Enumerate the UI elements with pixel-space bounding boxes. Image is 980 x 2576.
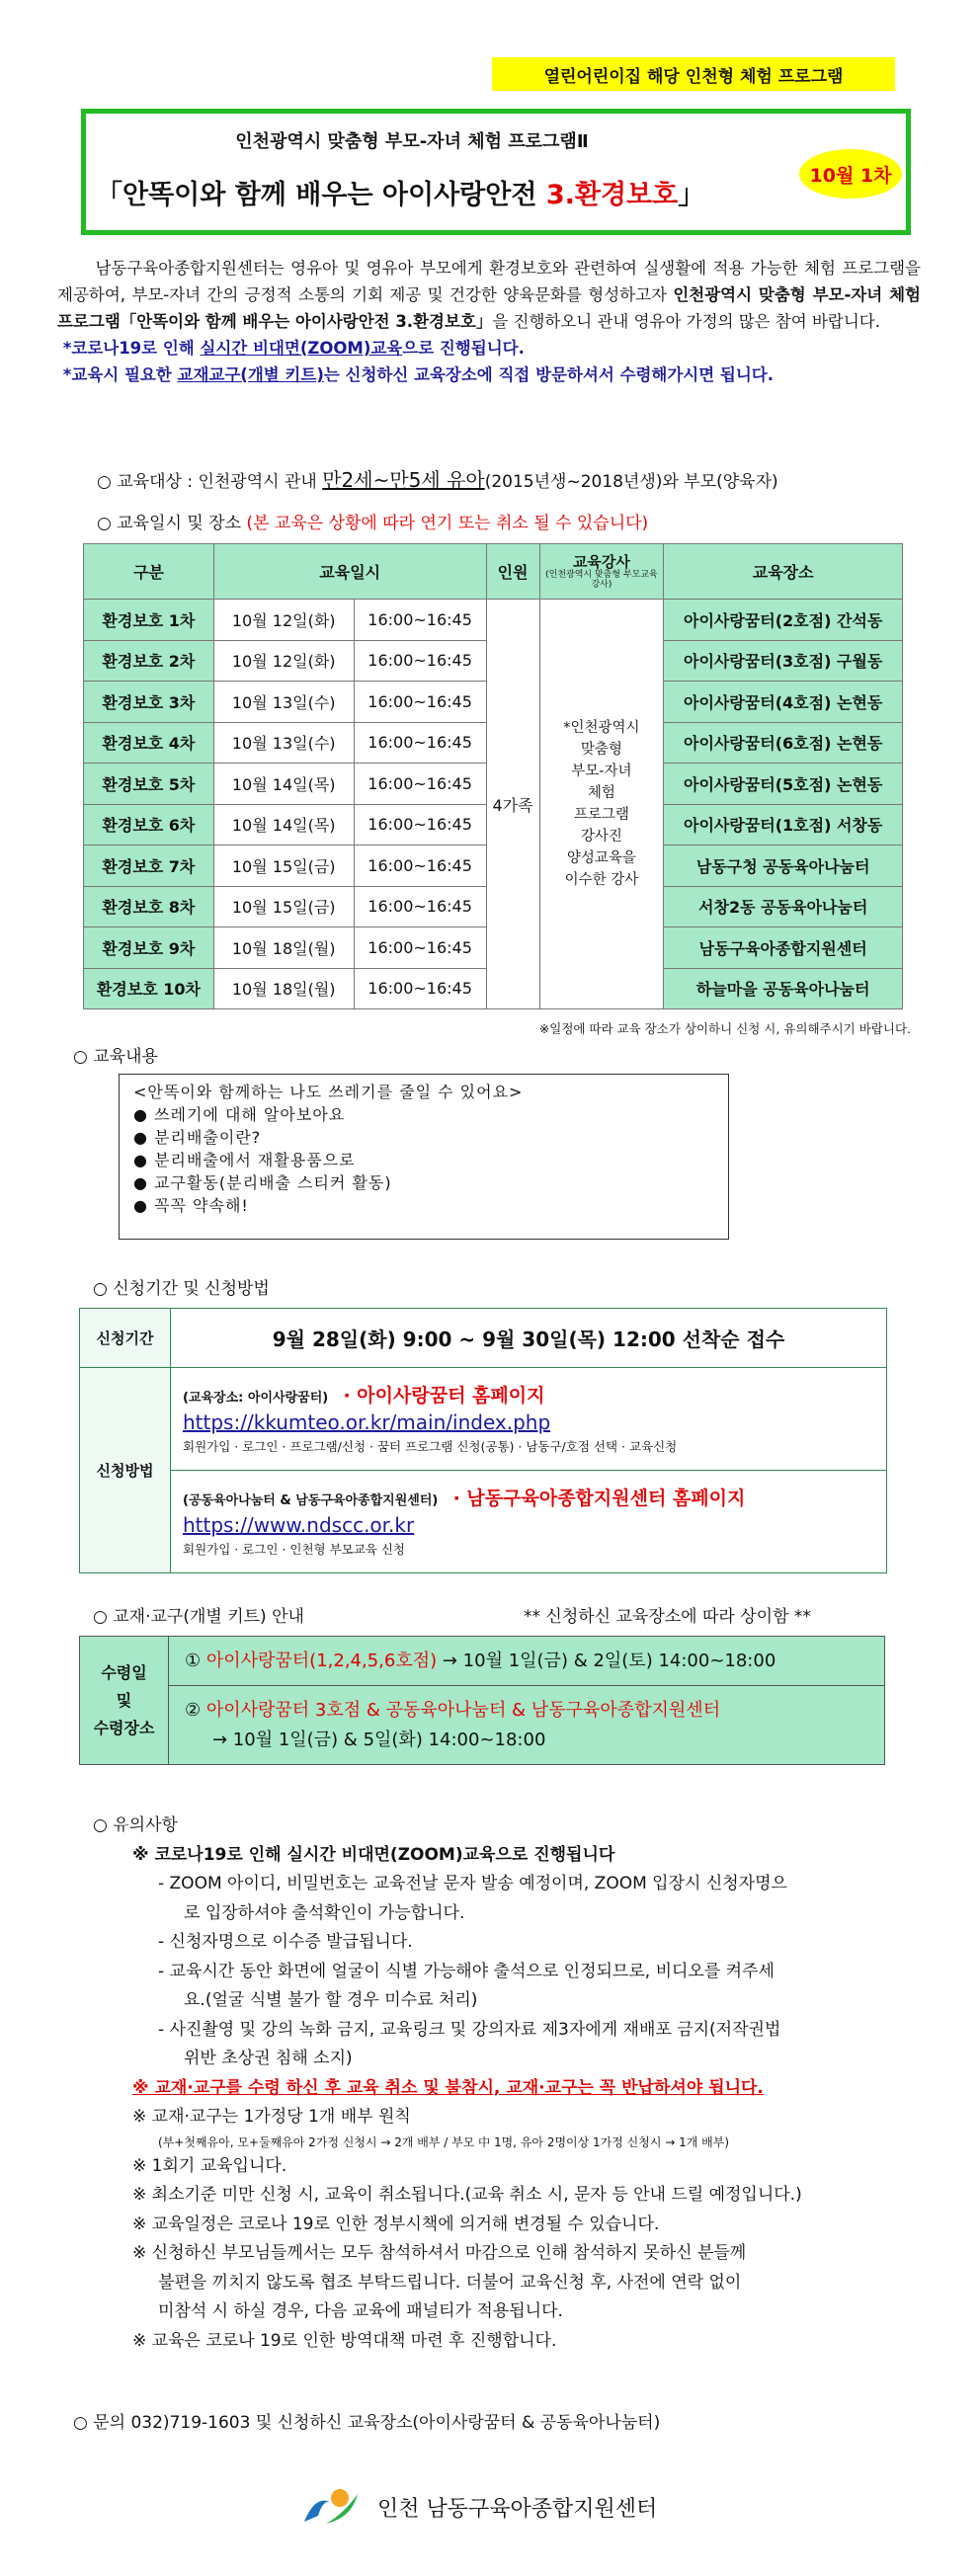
row-time: 16:00~16:45 bbox=[354, 640, 486, 682]
row-place: 서창2동 공동육아나눔터 bbox=[664, 886, 903, 927]
kit-table bbox=[79, 1636, 885, 1765]
apply-table bbox=[79, 1308, 887, 1573]
kit-heading-note: ** 신청하신 교육장소에 따라 상이함 ** bbox=[524, 1607, 811, 1627]
header-subtitle: 인천광역시 맞춤형 부모-자녀 체험 프로그램Ⅱ bbox=[235, 131, 589, 152]
row-date: 10월 14일(목) bbox=[213, 764, 354, 805]
row-name: 환경보호 10차 bbox=[84, 968, 214, 1009]
program-badge: 열린어린이집 해당 인천형 체험 프로그램 bbox=[492, 57, 895, 91]
period-label: 신청기간 bbox=[80, 1309, 171, 1368]
schedule-heading: ○ 교육일시 및 장소 (본 교육은 상황에 따라 연기 또는 취소 될 수 있습니다) bbox=[97, 514, 649, 533]
capacity-cell: 4가족 bbox=[486, 600, 539, 1009]
footer bbox=[296, 2477, 711, 2536]
row-date: 10월 14일(목) bbox=[213, 804, 354, 845]
row-date: 10월 12일(화) bbox=[213, 640, 354, 682]
row-place: 남동구육아종합지원센터 bbox=[664, 927, 903, 969]
contact-line: ○ 문의 032)719-1603 및 신청하신 교육장소(아이사랑꿈터 & 공동육아나눔터) bbox=[73, 2413, 661, 2433]
row-date: 10월 18일(월) bbox=[213, 927, 354, 969]
row-place: 하늘마을 공동육아나눔터 bbox=[664, 968, 903, 1009]
content-title: <안똑이와 함께하는 나도 쓰레기를 줄일 수 있어요> bbox=[133, 1083, 524, 1101]
row-place: 남동구청 공동육아나눔터 bbox=[664, 845, 903, 887]
col-header-datetime: 교육일시 bbox=[213, 544, 486, 600]
row-time: 16:00~16:45 bbox=[354, 927, 486, 969]
schedule-note: ※일정에 따라 교육 장소가 상이하니 신청 시, 유의해주시기 바랍니다. bbox=[538, 1021, 911, 1036]
row-date: 10월 18일(월) bbox=[213, 968, 354, 1009]
content-box bbox=[119, 1074, 729, 1240]
kit-note: *교육시 필요한 교재교구(개별 키트)는 신청하신 교육장소에 직접 방문하셔서 수령해가시면 됩니다. bbox=[62, 365, 775, 384]
row-name: 환경보호 6차 bbox=[84, 804, 214, 845]
row-name: 환경보호 7차 bbox=[84, 845, 214, 887]
col-header-capacity: 인원 bbox=[486, 544, 539, 600]
row-name: 환경보호 1차 bbox=[84, 600, 214, 641]
list-item: ● 분리배출에서 재활용품으로 bbox=[133, 1151, 356, 1169]
row-place: 아이사랑꿈터(1호점) 서창동 bbox=[664, 804, 903, 845]
row-place: 아이사랑꿈터(5호점) 논현동 bbox=[664, 764, 903, 805]
center-name: 인천 남동구육아종합지원센터 bbox=[377, 2496, 658, 2522]
cautions-heading: ○ 유의사항 bbox=[93, 1815, 178, 1835]
method-ndscc: (공동육아나눔터 & 남동구육아종합지원센터) · 남동구육아종합지원센터 홈페이지 https://www.ndscc.or.kr 회원가입 · 로그인 · 인천형 부모교육 신청 bbox=[171, 1471, 887, 1573]
row-date: 10월 15일(금) bbox=[213, 886, 354, 927]
round-badge: 10월 1차 bbox=[799, 149, 902, 199]
kit-row-2: ② 아이사랑꿈터 3호점 & 공동육아나눔터 & 남동구육아종합지원센터 → 10월 1일(금) & 5일(화) 14:00~18:00 bbox=[169, 1686, 885, 1765]
header-title: 「안똑이와 함께 배우는 아이사랑안전 3.환경보호」 bbox=[96, 180, 705, 210]
method-label: 신청방법 bbox=[80, 1368, 171, 1573]
col-header-type: 구분 bbox=[84, 544, 214, 600]
list-item: ● 교구활동(분리배출 스티커 활동) bbox=[133, 1173, 392, 1192]
table-row bbox=[84, 600, 903, 641]
row-name: 환경보호 3차 bbox=[84, 682, 214, 723]
row-date: 10월 15일(금) bbox=[213, 845, 354, 887]
kit-row-1: ① 아이사랑꿈터(1,2,4,5,6호점) → 10월 1일(금) & 2일(토) 14:00~18:00 bbox=[169, 1637, 885, 1686]
row-time: 16:00~16:45 bbox=[354, 722, 486, 764]
row-name: 환경보호 9차 bbox=[84, 927, 214, 969]
period-value: 9월 28일(화) 9:00 ~ 9월 30일(목) 12:00 선착순 접수 bbox=[171, 1309, 887, 1368]
apply-heading: ○ 신청기간 및 신청방법 bbox=[93, 1279, 270, 1299]
header-box bbox=[81, 109, 911, 235]
method-kkumteo: (교육장소: 아이사랑꿈터) · 아이사랑꿈터 홈페이지 https://kkumteo.or.kr/main/index.php 회원가입 · 로그인 · 프로그램/신청 · 꿈터 프로그램 신청(공통) · 남동구/호점 선택 · 교육신청 bbox=[171, 1368, 887, 1471]
row-name: 환경보호 5차 bbox=[84, 764, 214, 805]
list-item: ● 꼭꼭 약속해! bbox=[133, 1196, 249, 1215]
col-header-instructor: 교육강사 (인천광역시 맞춤형 부모교육 강사) bbox=[539, 544, 664, 600]
row-name: 환경보호 2차 bbox=[84, 640, 214, 682]
intro-paragraph: 남동구육아종합지원센터는 영유아 및 영유아 부모에게 환경보호와 관련하여 실생활에 적용 가능한 체험 프로그램을 제공하여, 부모-자녀 간의 긍정적 소통의 기회 제공 및 건강한 양육문화를 형성하고자 인천광역시 맞춤형 부모-자녀 체험 프로그램「안똑이와 함께 배우는 아이사랑안전 3.환경보호」을 진행하오니 관내 영유아 가정의 많은 참여 바랍니다. *코로나19로 인해 실시간 비대면(ZOOM)교육으로 진행됩니다. *교육시 필요한 교재교구(개별 키트)는 신청하신 교육장소에 직접 방문하셔서 수령해가시면 됩니다. bbox=[57, 255, 921, 388]
target-line: ○ 교육대상 : 인천광역시 관내 만2세~만5세 유아(2015년생~2018년생)와 부모(양육자) bbox=[97, 468, 778, 492]
content-heading: ○ 교육내용 bbox=[73, 1047, 158, 1067]
row-time: 16:00~16:45 bbox=[354, 886, 486, 927]
row-date: 10월 12일(화) bbox=[213, 600, 354, 641]
row-place: 아이사랑꿈터(6호점) 논현동 bbox=[664, 722, 903, 764]
ndscc-link[interactable]: https://www.ndscc.or.kr bbox=[183, 1513, 415, 1537]
row-name: 환경보호 8차 bbox=[84, 886, 214, 927]
row-time: 16:00~16:45 bbox=[354, 682, 486, 723]
row-date: 10월 13일(수) bbox=[213, 722, 354, 764]
row-time: 16:00~16:45 bbox=[354, 600, 486, 641]
row-place: 아이사랑꿈터(3호점) 구월동 bbox=[664, 640, 903, 682]
row-time: 16:00~16:45 bbox=[354, 804, 486, 845]
instructor-cell: *인천광역시 맞춤형 부모-자녀 체험 프로그램 강사진 양성교육을 이수한 강사 bbox=[539, 600, 664, 1009]
list-item: ● 분리배출이란? bbox=[133, 1128, 262, 1147]
center-logo-icon bbox=[296, 2482, 366, 2532]
row-name: 환경보호 4차 bbox=[84, 722, 214, 764]
col-header-place: 교육장소 bbox=[664, 544, 903, 600]
row-time: 16:00~16:45 bbox=[354, 764, 486, 805]
kit-heading: ○ 교재·교구(개별 키트) 안내 bbox=[93, 1607, 304, 1627]
row-place: 아이사랑꿈터(2호점) 간석동 bbox=[664, 600, 903, 641]
row-place: 아이사랑꿈터(4호점) 논현동 bbox=[664, 682, 903, 723]
row-date: 10월 13일(수) bbox=[213, 682, 354, 723]
schedule-table bbox=[83, 543, 903, 1009]
cautions: ○ 유의사항 ※ 코로나19로 인해 실시간 비대면(ZOOM)교육으로 진행됩니다 - ZOOM 아이디, 비밀번호는 교육전날 문자 발송 예정이며, ZOOM 입장시 신청자명으 로 입장하셔야 출석확인이 가능합니다. - 신청자명으로 이수증 발급됩니다. - 교육시간 동안 화면에 얼굴이 식별 가능해야 출석으로 인정되므로, 비디오를 켜주세 요.(얼굴 식별 불가 할 경우 미수료 처리) - 사진촬영 및 강의 녹화 금지, 교육링크 및 강의자료 제3자에게 재배포 금지(저작권법 위반 초상권 침해 소지) ※ 교재·교구를 수령 하신 후 교육 취소 및 불참시, 교재·교구는 꼭 반납하셔야 됩니다. ※ 교재·교구는 1가정당 1개 배부 원칙 (부+첫째유아, 모+둘째유아 2가정 신청시 → 2개 배부 / 부모 中 1명, 유아 2명이상 1가정 신청시 → 1개 배부) ※ 1회기 교육입니다. ※ 최소기준 미만 신청 시, 교육이 취소됩니다.(교육 취소 시, 문자 등 안내 드릴 예정입니다.) ※ 교육일정은 코로나 19로 인한 정부시책에 의거해 변경될 수 있습니다. ※ 신청하신 부모님들께서는 모두 참석하셔서 마감으로 인해 참석하지 못하신 분들께 불편을 끼치지 않도록 협조 부탁드립니다. 더불어 교육신청 후, 사전에 연락 없이 미참석 시 하실 경우, 다음 교육에 패널티가 적용됩니다. ※ 교육은 코로나 19로 인한 방역대책 마련 후 진행합니다. bbox=[93, 1811, 913, 2356]
row-time: 16:00~16:45 bbox=[354, 845, 486, 887]
row-time: 16:00~16:45 bbox=[354, 968, 486, 1009]
kkumteo-link[interactable]: https://kkumteo.or.kr/main/index.php bbox=[183, 1410, 551, 1434]
list-item: ● 쓰레기에 대해 알아보아요 bbox=[133, 1105, 346, 1124]
kit-label: 수령일 및 수령장소 bbox=[80, 1637, 169, 1765]
zoom-note: *코로나19로 인해 실시간 비대면(ZOOM)교육으로 진행됩니다. bbox=[62, 339, 525, 358]
